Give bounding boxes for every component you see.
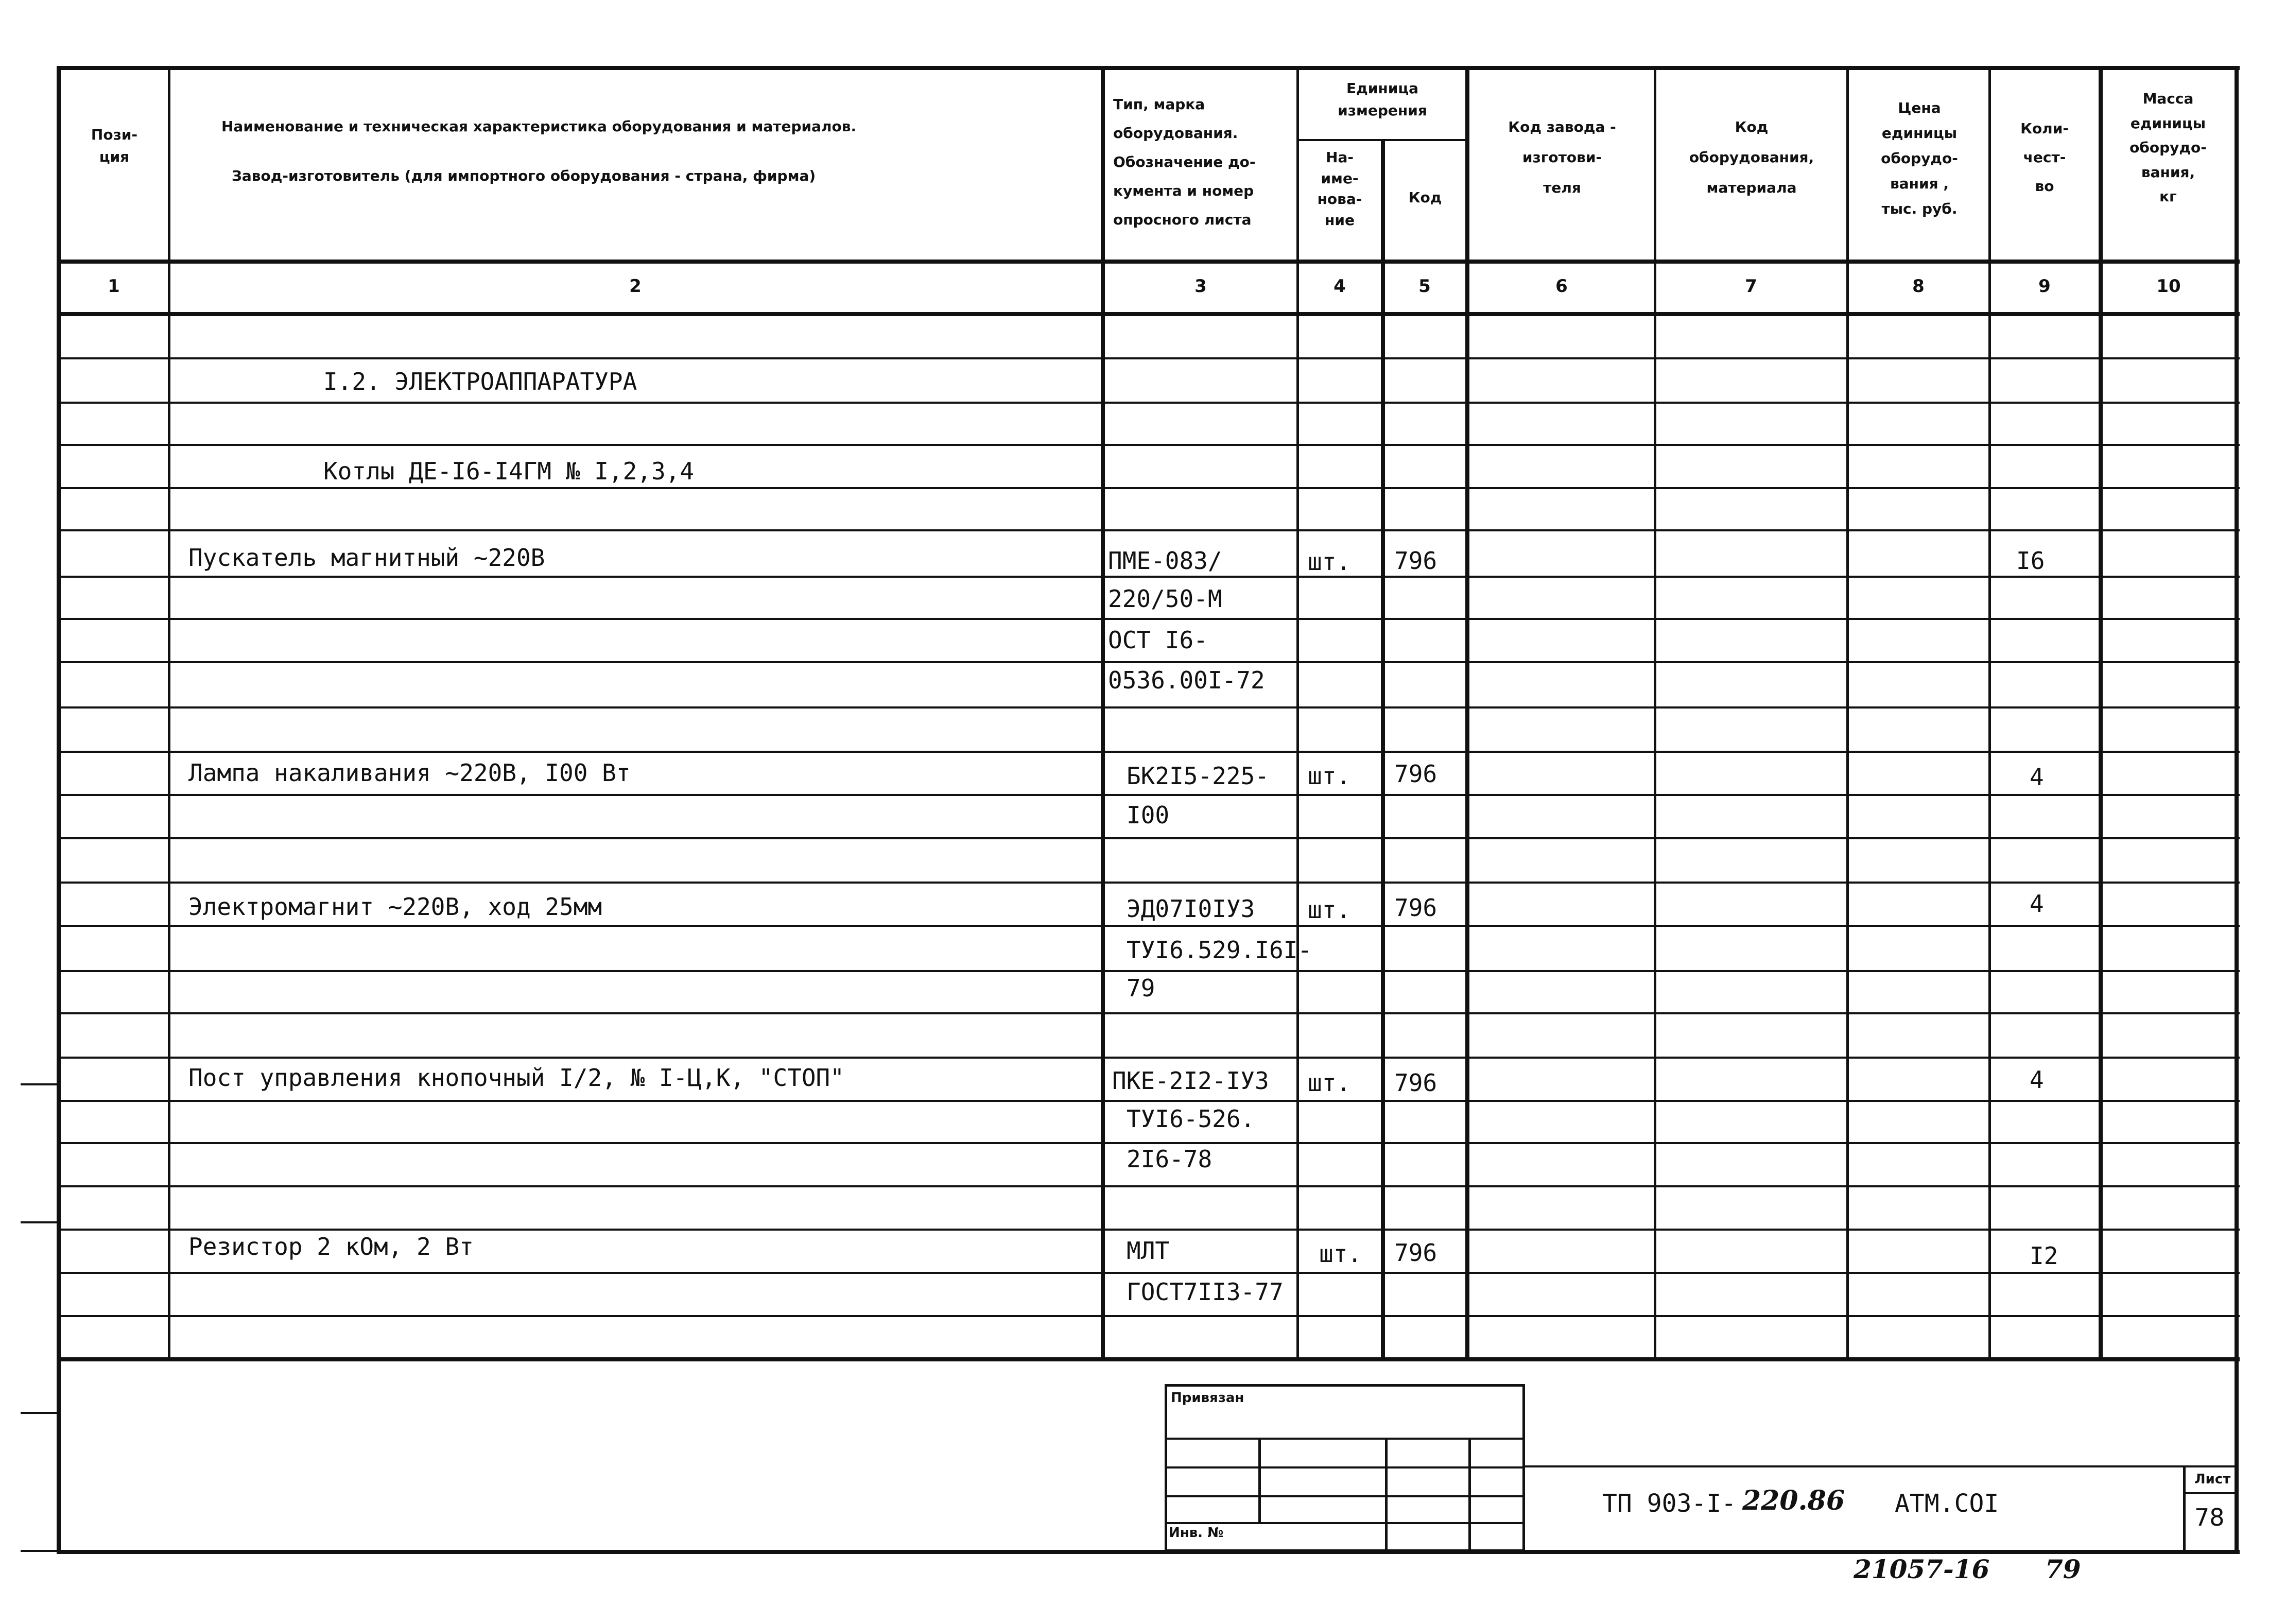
row-line [57,618,2240,620]
header-mass: Масса единицы оборудо- вания, кг [2129,90,2207,205]
row-line [57,794,2240,796]
colnum-2: 2 [629,276,642,297]
sheet-box-divider [2183,1492,2237,1494]
item-type-line: 220/50-М [1108,585,1222,613]
item-code: 796 [1394,547,1438,575]
colnum-7: 7 [1745,276,1757,297]
colnum-10: 10 [2156,276,2181,297]
sheet-bottom-border [57,1550,2240,1554]
item-type-line: ТУI6-526. [1127,1105,1255,1133]
header-equipment-code: Код оборудования, материала [1689,118,1814,196]
doc-code-prefix: ТП 903-I- [1602,1489,1737,1518]
header-unit-group: Единица измерения [1338,80,1427,119]
col-divider [1465,66,1469,1359]
row-line [57,402,2240,404]
row-line [57,529,2240,531]
item-code: 796 [1394,894,1438,922]
item-type-line: БК2I5-225- [1127,762,1269,790]
sheet-number: 78 [2194,1504,2225,1531]
stamp-bound-label: Привязан [1171,1390,1244,1406]
row-line [57,1315,2240,1317]
col-divider [2099,66,2103,1359]
row-line [57,837,2240,839]
stamp-inv-label: Инв. № [1169,1525,1224,1541]
col-divider [1654,66,1656,1359]
margin-tick [21,1412,58,1414]
item-qty: 4 [2030,763,2044,791]
item-type-line: 2I6-78 [1127,1145,1213,1173]
stamp-code-top [1525,1465,2238,1467]
col-divider [2235,66,2239,1554]
doc-code-handwritten: 220.86 [1742,1485,1845,1516]
subsection-title: Котлы ДЕ-I6-I4ГМ № I,2,3,4 [323,457,695,485]
item-unit: шт. [1308,896,1351,924]
row-line [57,661,2240,663]
colnum-6: 6 [1555,276,1568,297]
doc-suffix: АТМ.СОI [1895,1489,1999,1518]
stamp-line [1165,1438,1525,1440]
item-code: 796 [1394,760,1438,788]
header-type: Тип, марка оборудования. Обозначение до- кумента и номер опросного листа [1113,96,1256,228]
colnum-9: 9 [2038,276,2051,297]
item-unit: шт. [1308,548,1351,576]
item-type-line: ГОСТ7II3-77 [1127,1278,1284,1306]
row-line [57,576,2240,578]
row-line [57,925,2240,927]
item-qty: 4 [2030,890,2044,918]
row-line [57,751,2240,753]
table-top-border [57,66,2240,70]
unit-group-divider [1296,139,1467,141]
archive-number-handwritten: 21057-16 [1854,1554,1990,1584]
margin-tick [21,1221,58,1223]
col-divider [1101,66,1105,1359]
colnum-bottom-border [57,312,2240,316]
colnum-8: 8 [1912,276,1925,297]
stamp-vline [1258,1438,1261,1523]
header-unit-code: Код [1408,189,1442,206]
header-quantity: Коли- чест- во [2020,120,2069,195]
item-type-line: ПКЕ-2I2-IУ3 [1112,1067,1269,1095]
header-unit-name: На- име- нова- ние [1317,149,1362,229]
row-line [57,487,2240,489]
row-line [57,1185,2240,1187]
item-type-line: ПМЕ-083/ [1108,547,1222,575]
row-line [57,882,2240,884]
col-divider [1381,139,1385,1359]
col-divider [1846,66,1849,1359]
item-name: Электромагнит ~220В, ход 25мм [188,893,602,921]
stamp-line [1165,1466,1525,1468]
row-line [57,706,2240,709]
item-type-line: ЭД07I0IУ3 [1127,895,1255,923]
item-name: Пост управления кнопочный I/2, № I-Ц,К, "СТОП" [188,1064,844,1092]
row-line [57,1012,2240,1014]
item-unit: шт. [1308,762,1351,790]
header-bottom-border [57,260,2240,264]
item-type-line: 0536.00I-72 [1108,666,1265,694]
row-line [57,1142,2240,1144]
item-type-line: 79 [1127,974,1155,1002]
item-type-line: МЛТ [1127,1237,1170,1265]
row-line [57,444,2240,446]
sheet-label: Лист [2194,1472,2231,1487]
header-price: Цена единицы оборудо- вания , тыс. руб. [1881,99,1958,217]
item-code: 796 [1394,1069,1438,1097]
item-unit: шт. [1319,1240,1362,1268]
sheet-box-left [2183,1465,2186,1552]
header-factory-code: Код завода - изготови- теля [1508,118,1616,196]
row-line [57,1229,2240,1231]
row-line [57,1272,2240,1274]
col-divider [1296,66,1299,1359]
item-unit: шт. [1308,1069,1351,1097]
row-line [57,1100,2240,1102]
row-line [57,357,2240,359]
col-divider [1988,66,1991,1359]
stamp-vline [1468,1438,1471,1552]
stamp-line [1165,1495,1525,1497]
margin-tick [21,1550,58,1552]
header-name-line2: Завод-изготовитель (для импортного оборудования - страна, фирма) [232,167,816,184]
table-bottom-border [57,1357,2240,1361]
stamp-line [1165,1522,1525,1524]
colnum-1: 1 [108,276,120,297]
page-number-handwritten: 79 [2045,1554,2081,1584]
item-name: Пускатель магнитный ~220В [188,544,545,572]
item-type-line: I00 [1127,801,1170,829]
item-qty: 4 [2030,1066,2044,1094]
colnum-4: 4 [1334,276,1346,297]
item-code: 796 [1394,1239,1438,1267]
header-position: Пози- ция [91,126,138,166]
item-type-line: ТУI6.529.I6I- [1127,936,1312,964]
item-qty: I6 [2016,547,2045,575]
col-divider [168,66,170,1359]
item-qty: I2 [2030,1242,2058,1270]
stamp-vline [1385,1438,1388,1552]
colnum-3: 3 [1194,276,1207,297]
section-title: I.2. ЭЛЕКТРОАППАРАТУРА [323,368,637,395]
margin-tick [21,1083,58,1085]
row-line [57,1057,2240,1059]
item-type-line: ОСТ I6- [1108,626,1208,654]
item-name: Лампа накаливания ~220В, I00 Вт [188,759,631,787]
header-name-line1: Наименование и техническая характеристика оборудования и материалов. [221,118,857,135]
item-name: Резистор 2 кОм, 2 Вт [188,1233,474,1260]
row-line [57,970,2240,972]
colnum-5: 5 [1418,276,1431,297]
